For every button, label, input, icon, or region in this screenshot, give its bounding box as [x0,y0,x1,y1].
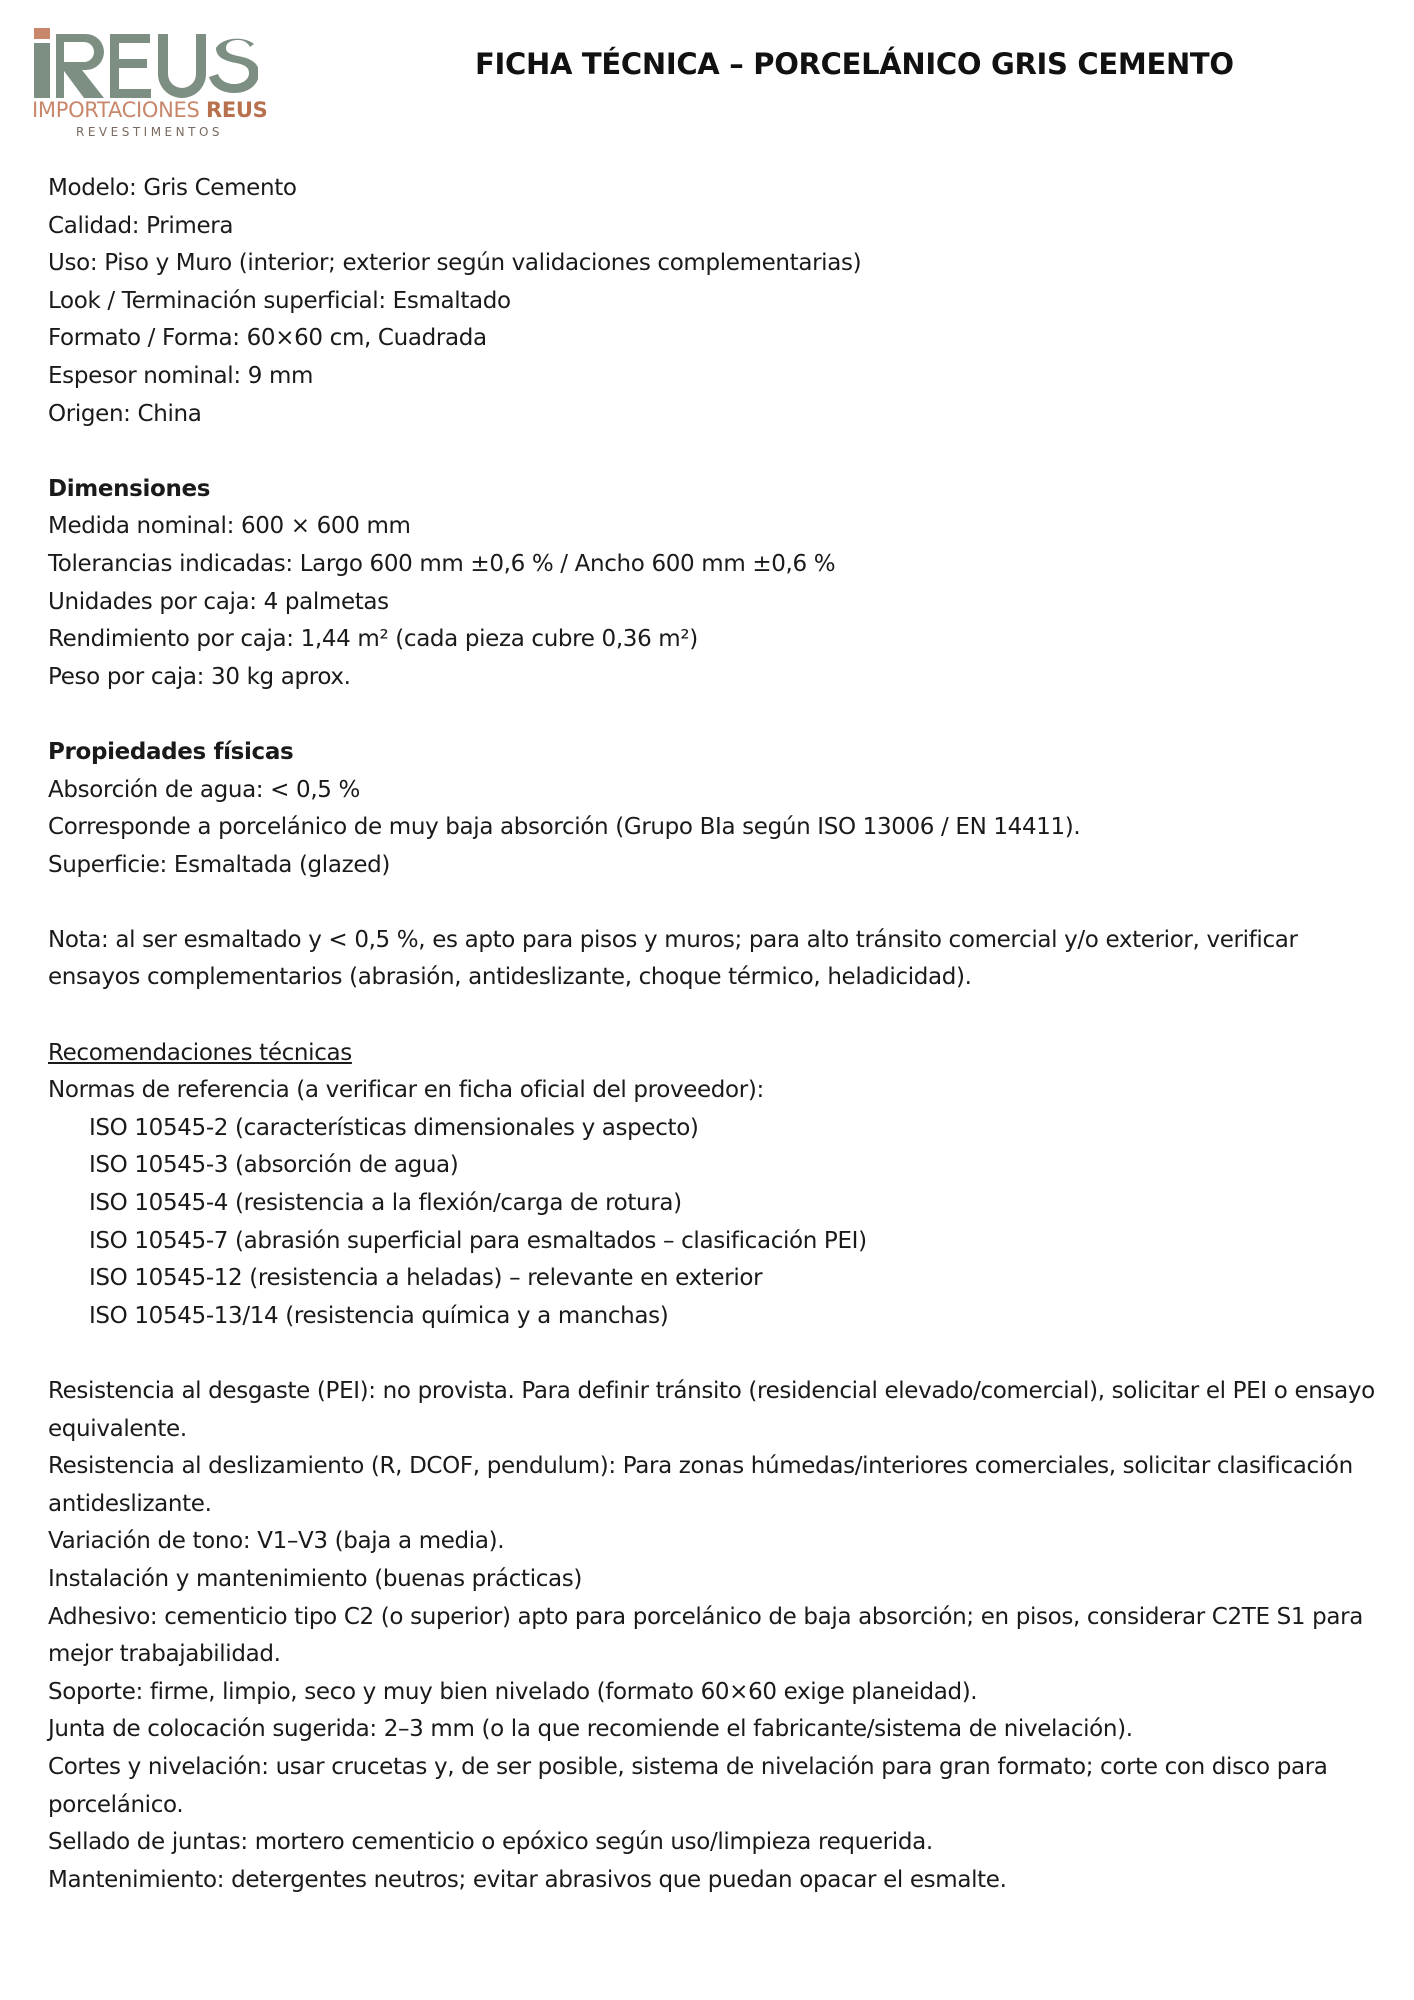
norma-item: ISO 10545-13/14 (resistencia química y a manchas) [89,1302,669,1329]
uso-line: Uso: Piso y Muro (interior; exterior según validaciones complementarias) [48,250,862,277]
sellado-line: Sellado de juntas: mortero cementicio o epóxico según uso/limpieza requerida. [48,1829,933,1856]
tolerancias-line: Tolerancias indicadas: Largo 600 mm ±0,6 % / Ancho 600 mm ±0,6 % [48,550,836,577]
absorcion-line: Absorción de agua: < 0,5 % [48,776,361,803]
logo-importaciones-line [32,98,268,122]
junta-line: Junta de colocación sugerida: 2–3 mm (o la que recomiende el fabricante/sistema de nivelación). [48,1716,1133,1743]
adhesivo-paragraph: Adhesivo: cementicio tipo C2 (o superior) apto para porcelánico de baja absorción; en pisos, considerar C2TE S1 para mejor trabajabilidad. [48,1603,1363,1668]
modelo-line: Modelo: Gris Cemento [48,175,297,201]
spacer [48,1335,1388,1373]
soporte-line: Soporte: firme, limpio, seco y muy bien nivelado (formato 60×60 exige planeidad). [48,1678,978,1705]
recomendaciones-heading: Recomendaciones técnicas [48,1039,352,1066]
look-line: Look / Terminación superficial: Esmaltado [48,287,511,314]
formato-line: Formato / Forma: 60×60 cm, Cuadrada [48,325,487,352]
unidades-line: Unidades por caja: 4 palmetas [48,588,389,615]
spacer [48,884,1388,922]
pei-paragraph: Resistencia al desgaste (PEI): no provista. Para definir tránsito (residencial elevado/comercial), solicitar el PEI o ensayo equivalente. [48,1378,1375,1442]
spacer [48,997,1388,1035]
superficie-line: Superficie: Esmaltada (glazed) [48,851,390,878]
medida-line: Medida nominal: 600 × 600 mm [48,513,411,540]
rendimiento-line: Rendimiento por caja: 1,44 m² (cada pieza cubre 0,36 m²) [48,626,698,653]
norma-item: ISO 10545-2 (características dimensionales y aspecto) [89,1114,699,1141]
peso-line: Peso por caja: 30 kg aprox. [48,663,351,690]
calidad-line: Calidad: Primera [48,212,234,239]
dimensiones-heading: Dimensiones [48,475,211,502]
page-title: FICHA TÉCNICA – PORCELÁNICO GRIS CEMENTO [475,47,1234,81]
mantenimiento-line: Mantenimiento: detergentes neutros; evitar abrasivos que puedan opacar el esmalte. [48,1866,1007,1893]
logo-brand-text: REUS [205,98,268,122]
spec-content [48,170,1388,1899]
norma-item: ISO 10545-7 (abrasión superficial para esmaltados – clasificación PEI) [89,1227,867,1254]
tono-line: Variación de tono: V1–V3 (baja a media). [48,1528,505,1555]
origen-line: Origen: China [48,400,202,427]
logo-wordmark [32,28,258,100]
norma-item: ISO 10545-3 (absorción de agua) [89,1152,459,1179]
cortes-paragraph: Cortes y nivelación: usar crucetas y, de ser posible, sistema de nivelación para gran formato; corte con disco para porcelánico. [48,1753,1328,1818]
logo-revestimentos-text: REVESTIMENTOS [76,125,224,139]
company-logo [32,28,268,140]
norma-item: ISO 10545-4 (resistencia a la flexión/carga de rotura) [89,1190,682,1217]
grupo-line: Corresponde a porcelánico de muy baja absorción (Grupo BIa según ISO 13006 / EN 14411). [48,814,1081,841]
norma-item: ISO 10545-12 (resistencia a heladas) – relevante en exterior [89,1265,763,1292]
espesor-line: Espesor nominal: 9 mm [48,362,314,389]
propiedades-heading: Propiedades físicas [48,738,294,765]
normas-intro: Normas de referencia (a verificar en ficha oficial del proveedor): [48,1077,764,1104]
deslizamiento-paragraph: Resistencia al deslizamiento (R, DCOF, pendulum): Para zonas húmedas/interiores comerciales, solicitar clasificación antideslizante. [48,1453,1353,1517]
instalacion-line: Instalación y mantenimiento (buenas prácticas) [48,1565,583,1592]
spacer [48,433,1388,471]
logo-importaciones-text: IMPORTACIONES [32,98,200,122]
nota-paragraph: Nota: al ser esmaltado y < 0,5 %, es apto para pisos y muros; para alto tránsito comercial y/o exterior, verificar ensayos complementarios (abrasión, antideslizante, choque térmico, heladicidad). [48,926,1298,991]
spacer [48,696,1388,734]
